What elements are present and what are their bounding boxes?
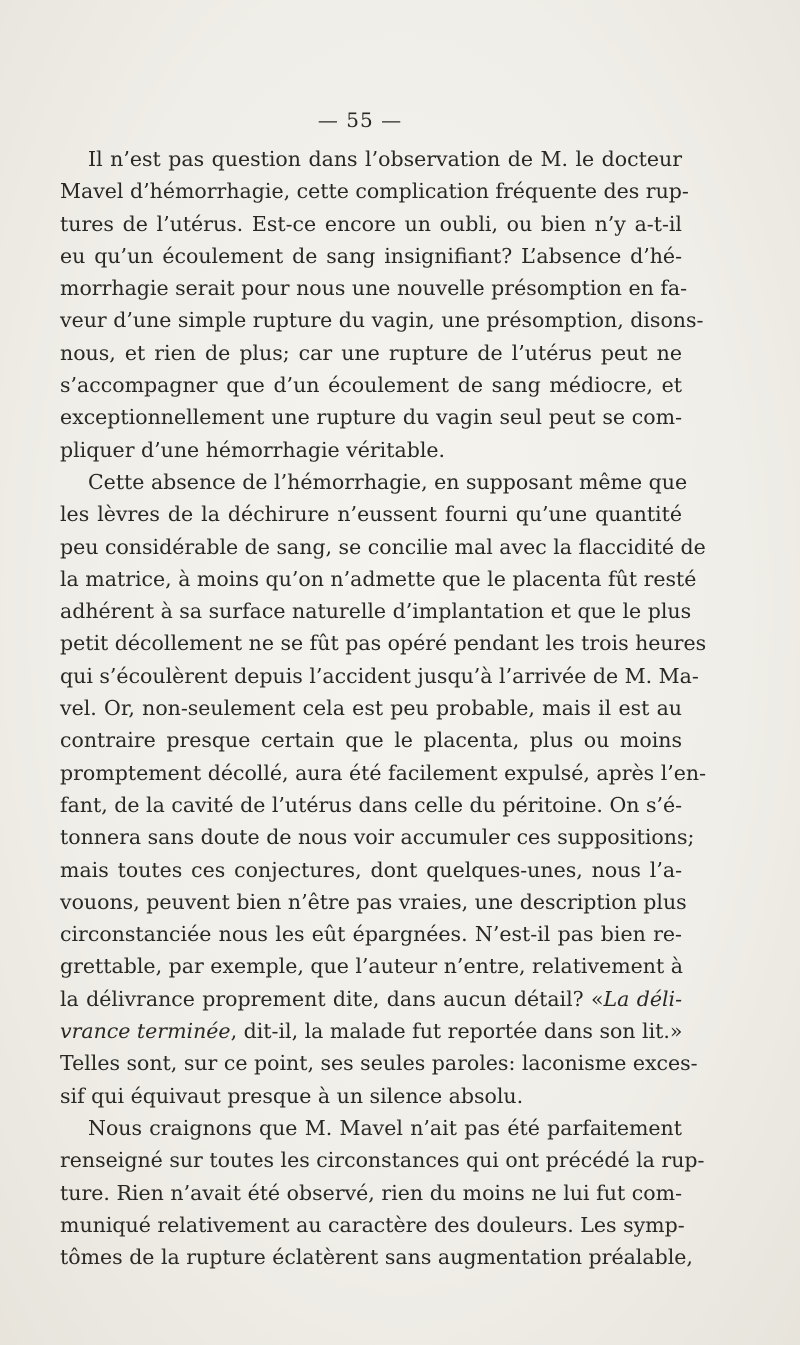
text-line: circonstanciée nous les eût épargnées. N’est-il pas bien re- xyxy=(60,922,682,947)
text-line: morrhagie serait pour nous une nouvelle présomption en fa- xyxy=(60,276,688,301)
text-line: promptement décollé, aura été facilement expulsé, après l’en- xyxy=(60,760,707,785)
text-line: Cette absence de l’hémorrhagie, en supposant même que xyxy=(88,469,688,494)
text-line: tômes de la rupture éclatèrent sans augmentation préalable, xyxy=(60,1245,693,1270)
text-line-italic-mixed xyxy=(60,1015,682,1047)
text-italic: vrance terminée xyxy=(60,1019,231,1044)
text-line: Telles sont, sur ce point, ses seules paroles: laconisme exces- xyxy=(60,1051,698,1076)
text-line: renseigné sur toutes les circonstances qui ont précédé la rup- xyxy=(60,1148,705,1173)
text-line: tures de l’utérus. Est-ce encore un oubli, ou bien n’y a-t-il xyxy=(60,211,682,236)
text-line: Nous craignons que M. Mavel n’ait pas été parfaitement xyxy=(88,1115,682,1140)
text-italic: La déli- xyxy=(603,986,682,1011)
text-line: tonnera sans doute de nous voir accumuler ces suppositions; xyxy=(60,825,695,850)
text-line: grettable, par exemple, que l’auteur n’entre, relativement à xyxy=(60,954,683,979)
text-line: peu considérable de sang, se concilie mal avec la flaccidité de xyxy=(60,534,706,559)
text-line: vel. Or, non-seulement cela est peu probable, mais il est au xyxy=(60,696,682,721)
text-line: mais toutes ces conjectures, dont quelques-unes, nous l’a- xyxy=(60,857,682,882)
text-line: contraire presque certain que le placenta, plus ou moins xyxy=(60,728,682,753)
text-line: adhérent à sa surface naturelle d’implantation et que le plus xyxy=(60,599,692,624)
text-line: fant, de la cavité de l’utérus dans celle du péritoine. On s’é- xyxy=(60,792,683,817)
text-line: qui s’écoulèrent depuis l’accident jusqu’à l’arrivée de M. Ma- xyxy=(60,663,699,688)
text-line: Mavel d’hémorrhagie, cette complication fréquente des rup- xyxy=(60,179,689,204)
text-line: eu qu’un écoulement de sang insignifiant? L’absence d’hé- xyxy=(60,243,682,268)
text-plain: la délivrance proprement dite, dans aucun détail? « xyxy=(60,986,604,1011)
text-line: exceptionnellement une rupture du vagin seul peut se com- xyxy=(60,405,682,430)
text-line: muniqué relativement au caractère des douleurs. Les symp- xyxy=(60,1212,685,1237)
text-line: la matrice, à moins qu’on n’admette que le placenta fût resté xyxy=(60,566,697,591)
text-line: les lèvres de la déchirure n’eussent fourni qu’une quantité xyxy=(60,502,682,527)
text-line: nous, et rien de plus; car une rupture de l’utérus peut ne xyxy=(60,340,682,365)
text-line: pliquer d’une hémorrhagie véritable. xyxy=(60,437,446,462)
body-text xyxy=(60,143,707,1273)
text-plain: , dit-il, la malade fut reportée dans son lit.» xyxy=(230,1019,683,1044)
text-line-italic-mixed xyxy=(60,983,682,1015)
text-line: sif qui équivaut presque à un silence absolu. xyxy=(60,1083,524,1108)
text-line: Il n’est pas question dans l’observation de M. le docteur xyxy=(88,147,682,171)
text-line: petit décollement ne se fût pas opéré pendant les trois heures xyxy=(60,631,707,656)
text-line: s’accompagner que d’un écoulement de sang médiocre, et xyxy=(60,373,682,398)
page-number: — 55 — xyxy=(317,108,403,132)
text-line: veur d’une simple rupture du vagin, une présomption, disons- xyxy=(60,308,704,333)
text-line: ture. Rien n’avait été observé, rien du moins ne lui fut com- xyxy=(60,1180,682,1205)
text-line: vouons, peuvent bien n’être pas vraies, une description plus xyxy=(60,889,687,914)
